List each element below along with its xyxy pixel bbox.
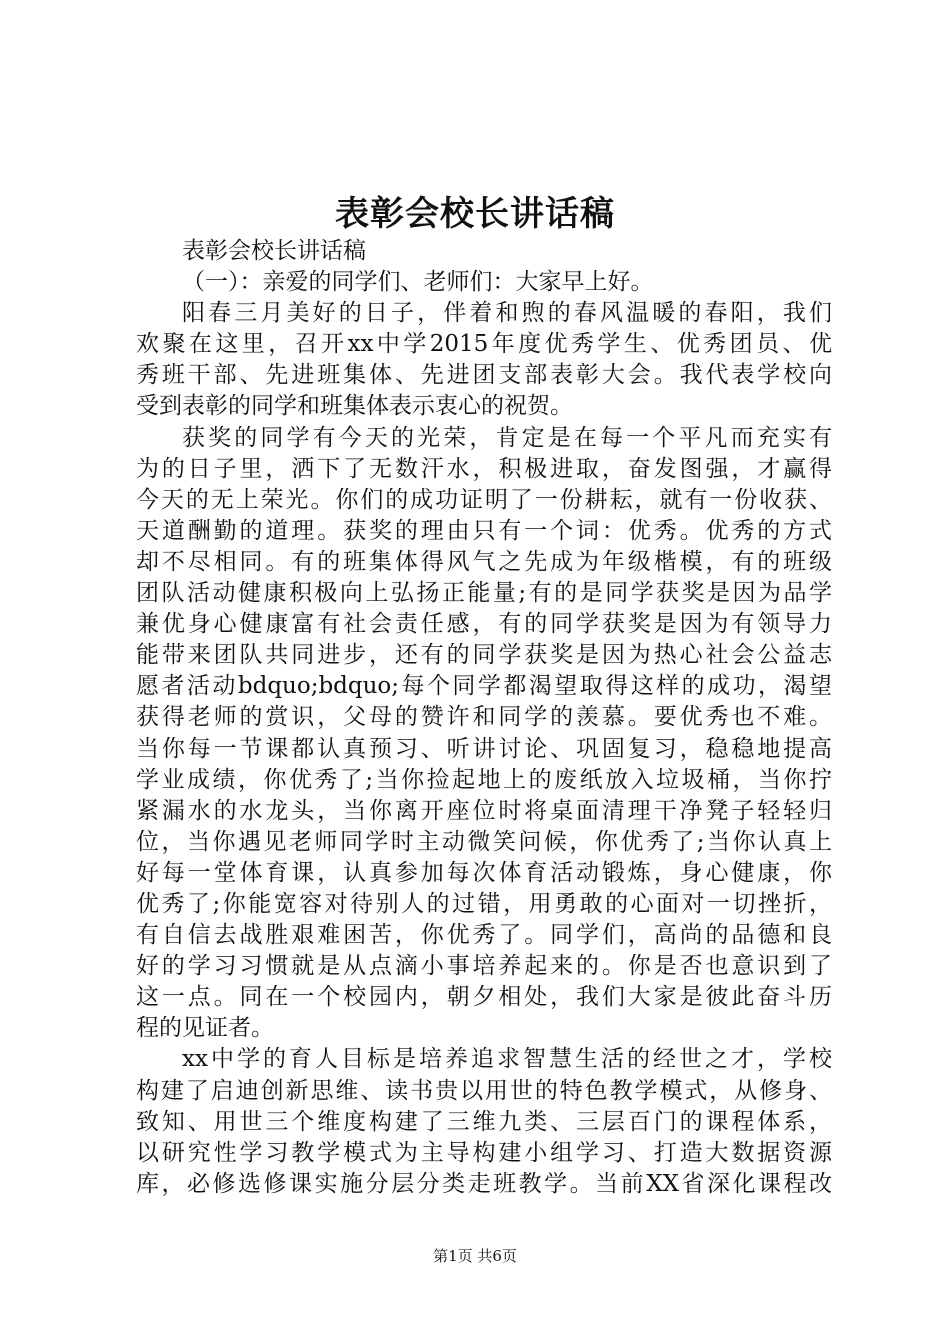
text-line: 获奖的同学有今天的光荣，肯定是在每一个平凡而充实有 [182,424,832,451]
text-line: 获得老师的赏识，父母的赞许和同学的羡慕。要优秀也不难。 [136,704,832,731]
text-line: 愿者活动bdquo;bdquo;每个同学都渴望取得这样的成功，渴望 [136,673,832,700]
text-line: 今天的无上荣光。你们的成功证明了一份耕耘，就有一份收获、 [136,486,832,513]
text-line: 库，必修选修课实施分层分类走班教学。当前XX省深化课程改 [136,1170,832,1197]
text-line: 以研究性学习教学模式为主导构建小组学习、打造大数据资源 [136,1139,832,1166]
text-line: （一）：亲爱的同学们、老师们：大家早上好。 [182,269,654,296]
text-line: 构建了启迪创新思维、读书贵以用世的特色教学模式，从修身、 [136,1077,832,1104]
text-line: 为的日子里，洒下了无数汗水，积极进取，奋发图强，才赢得 [136,455,832,482]
text-line: 好的学习习惯就是从点滴小事培养起来的。你是否也意识到了 [136,953,832,980]
text-line: 这一点。同在一个校园内，朝夕相处，我们大家是彼此奋斗历 [136,984,832,1011]
text-line: 好每一堂体育课，认真参加每次体育活动锻炼，身心健康，你 [136,859,832,886]
text-line: 团队活动健康积极向上弘扬正能量;有的是同学获奖是因为品学 [136,580,832,607]
text-line: 有自信去战胜艰难困苦，你优秀了。同学们，高尚的品德和良 [136,922,832,949]
text-line: 欢聚在这里，召开xx中学2015年度优秀学生、优秀团员、优 [136,331,832,358]
text-line: 兼优身心健康富有社会责任感，有的同学获奖是因为有领导力 [136,611,832,638]
text-line: 能带来团队共同进步，还有的同学获奖是因为热心社会公益志 [136,642,832,669]
page-footer: 第1页 共6页 [433,1247,517,1265]
document-title: 表彰会校长讲话稿 [335,194,615,234]
text-line: 位，当你遇见老师同学时主动微笑问候，你优秀了;当你认真上 [136,828,832,855]
text-line: xx中学的育人目标是培养追求智慧生活的经世之才，学校 [182,1046,832,1073]
text-line: 致知、用世三个维度构建了三维九类、三层百门的课程体系， [136,1108,832,1135]
text-line: 当你每一节课都认真预习、听讲讨论、巩固复习，稳稳地提高 [136,735,832,762]
text-line: 紧漏水的水龙头，当你离开座位时将桌面清理干净凳子轻轻归 [136,797,832,824]
text-line: 秀班干部、先进班集体、先进团支部表彰大会。我代表学校向 [136,362,832,389]
text-line: 阳春三月美好的日子，伴着和煦的春风温暖的春阳，我们 [182,300,832,327]
text-line: 程的见证者。 [136,1015,274,1042]
text-line: 优秀了;你能宽容对待别人的过错，用勇敢的心面对一切挫折， [136,890,832,917]
text-line: 学业成绩，你优秀了;当你捡起地上的废纸放入垃圾桶，当你拧 [136,766,832,793]
text-line: 受到表彰的同学和班集体表示衷心的祝贺。 [136,393,573,420]
document-body [136,236,832,1200]
text-line: 却不尽相同。有的班集体得风气之先成为年级楷模，有的班级 [136,548,832,575]
text-line: 天道酬勤的道理。获奖的理由只有一个词：优秀。优秀的方式 [136,517,832,544]
text-line: 表彰会校长讲话稿 [182,238,366,264]
